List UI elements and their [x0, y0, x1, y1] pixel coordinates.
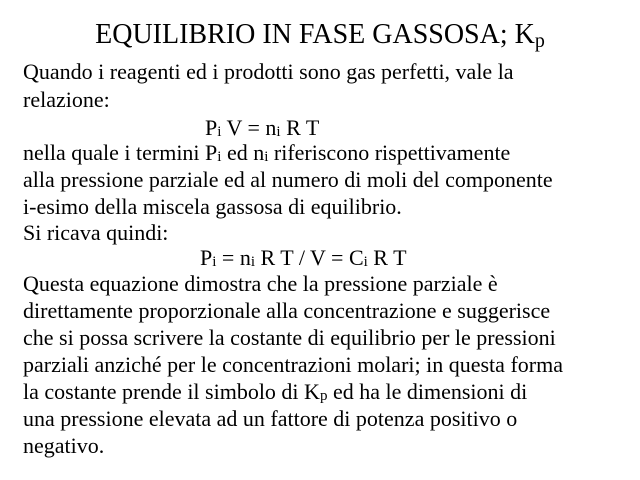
paragraph3-kp-sub: p: [319, 388, 328, 404]
equation2-n-sub: i: [250, 254, 256, 270]
paragraph3-line4: parziali anziché per le concentrazioni molari; in questa forma: [23, 352, 563, 377]
paragraph2-line1-end: riferiscono rispettivamente: [268, 140, 511, 165]
paragraph2-line2: alla pressione parziale ed al numero di moli del componente: [23, 167, 553, 192]
paragraph2-line4: Si ricava quindi:: [23, 220, 169, 245]
equation1-end: R T: [280, 115, 320, 140]
paragraph2-line3: i-esimo della miscela gassosa di equilibrio.: [23, 194, 402, 219]
paragraph3-line5-start: la costante prende il simbolo di K: [23, 379, 320, 404]
equation1-p: P: [205, 115, 218, 140]
title-text: EQUILIBRIO IN FASE GASSOSA; K: [95, 19, 535, 50]
equation2-c-sub: i: [363, 254, 368, 270]
paragraph2-line1-start: nella quale i termini P: [23, 140, 218, 165]
paragraph1-line1: Quando i reagenti ed i prodotti sono gas perfetti, vale la: [23, 59, 514, 84]
paragraph3-line7: negativo.: [23, 433, 105, 458]
paragraph2-n-sub: i: [264, 149, 269, 165]
paragraph3-line5-end: ed ha le dimensioni di: [327, 379, 528, 404]
equation1-mid: V = n: [221, 115, 277, 140]
paragraph3-line2: direttamente proporzionale alla concentrazione e suggerisce: [23, 298, 551, 323]
equation2-mid1: = n: [216, 245, 251, 270]
paragraph2-line1-mid: ed n: [221, 140, 265, 165]
paragraph3-line6: una pressione elevata ad un fattore di potenza positivo o: [23, 406, 518, 431]
paragraph2-p-sub: i: [217, 149, 222, 165]
equation2-mid2: R T / V = C: [255, 245, 364, 270]
equation2-p-sub: i: [212, 254, 217, 270]
equation2-p: P: [200, 245, 213, 270]
equation1-n-sub: i: [276, 124, 281, 140]
slide-title: [0, 18, 640, 58]
paragraph3-line3: che si possa scrivere la costante di equilibrio per le pressioni: [23, 325, 556, 350]
equation2-end: R T: [367, 245, 407, 270]
equation1-p-sub: i: [217, 124, 222, 140]
paragraph1-line2: relazione:: [23, 87, 110, 112]
paragraph3-line1: Questa equazione dimostra che la pressione parziale è: [23, 271, 498, 296]
title-subscript: p: [534, 30, 545, 52]
